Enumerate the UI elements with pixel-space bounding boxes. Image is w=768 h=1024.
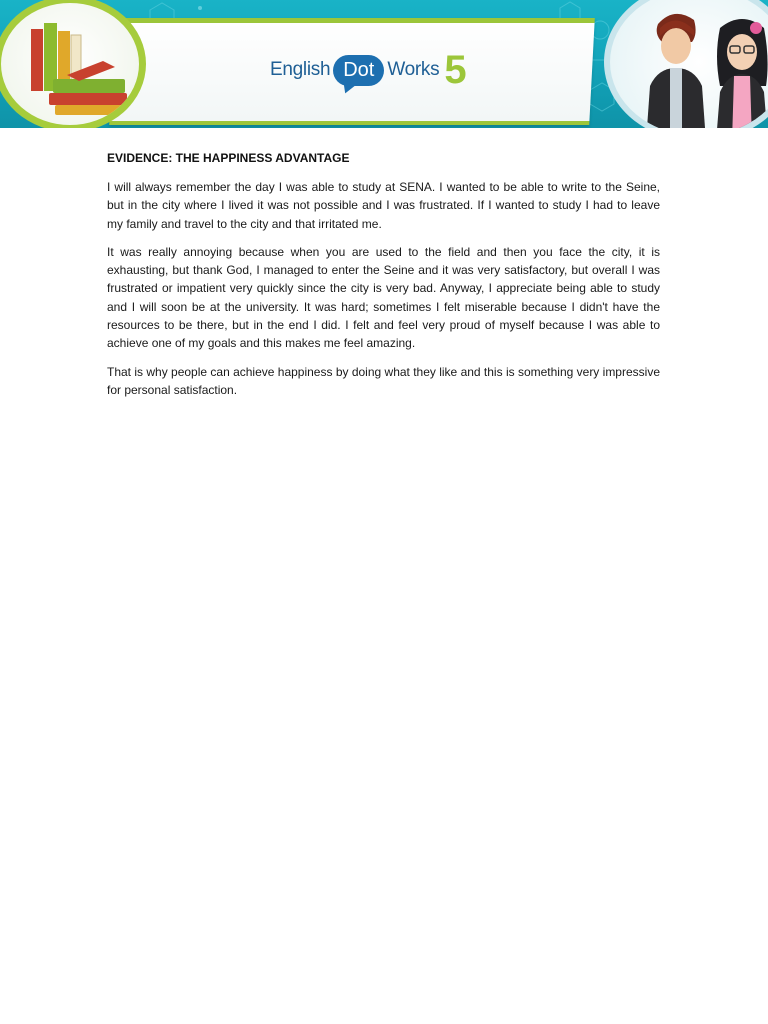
document-title: EVIDENCE: THE HAPPINESS ADVANTAGE <box>107 151 350 165</box>
books-badge <box>0 0 146 128</box>
english-dot-works-logo <box>270 46 467 94</box>
document-paragraph-3: That is why people can achieve happiness by doing what they like and this is something very impressive for personal satisfaction. <box>107 364 660 397</box>
logo-level-number: 5 <box>444 48 467 92</box>
students-badge <box>604 0 768 128</box>
books-icon <box>23 21 133 121</box>
document-paragraph-2: It was really annoying because when you are used to the field and then you face the city, it is exhausting, but thank God, I managed to enter the Seine and it was very satisfactory, but overall I was frustrated or impatient very quickly since the city is very bad. Anyway, I appreciate being able to study and I will soon be at the university. It was hard; sometimes I felt miserable because I didn't have the resources to be there, but in the end I did. I felt and feel very proud of myself because I was able to achieve one of my goals and this makes me feel amazing. <box>107 244 660 351</box>
header-banner <box>0 0 768 128</box>
logo-word-works: Works <box>387 59 440 80</box>
students-illustration-icon <box>628 6 768 128</box>
logo-speech-bubble: Dot <box>333 55 384 86</box>
logo-word-english: English <box>270 59 331 80</box>
document-body <box>107 150 660 409</box>
document-paragraph-1: I will always remember the day I was able to study at SENA. I wanted to be able to write to the Seine, but in the city where I lived it was not possible and I was frustrated. If I wanted to study I had to leave my family and travel to the city and that irritated me. <box>107 180 660 231</box>
